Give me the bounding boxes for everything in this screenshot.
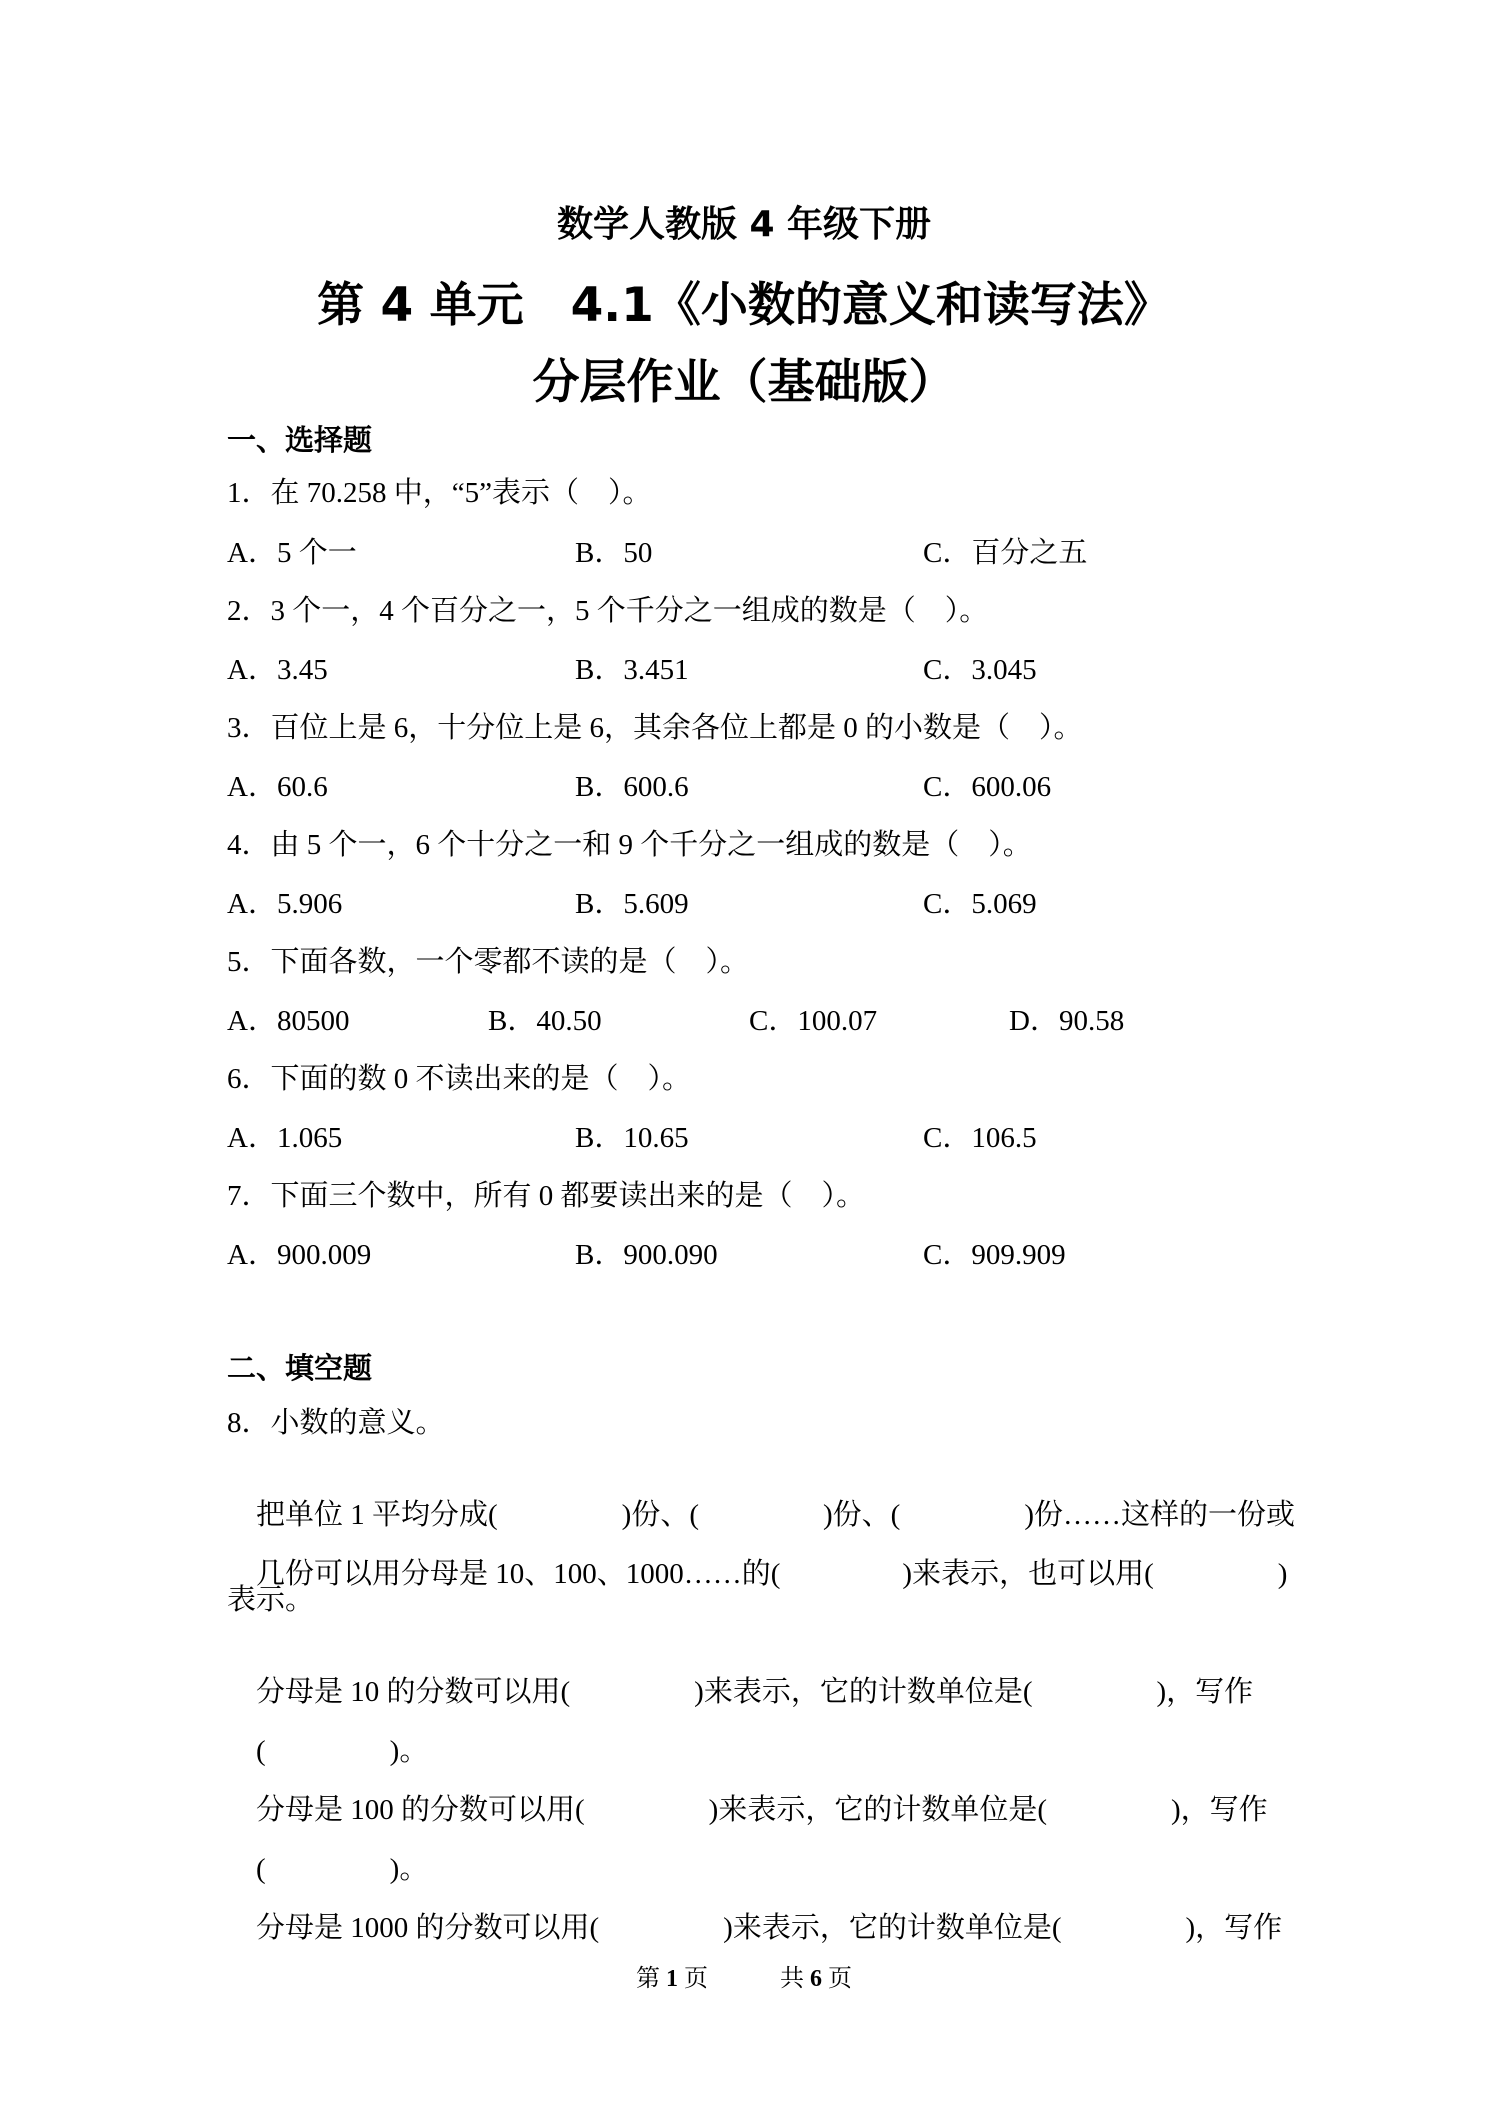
q6-option-b: B．10.65: [575, 1122, 689, 1154]
text: )来表示，也可以用(: [902, 1558, 1154, 1590]
section-heading-fill: 二、填空题: [227, 1351, 373, 1385]
title-grade: 数学人教版 4 年级下册: [556, 204, 932, 245]
q8-line-2: [227, 1518, 1287, 1625]
text: )来表示，它的计数单位是(: [723, 1912, 1062, 1944]
question-6: 6．下面的数 0 不读出来的是（ ）。: [227, 1063, 692, 1095]
text: 几份可以用分母是 10、100、1000……的(: [256, 1558, 781, 1590]
q2-option-b: B．3.451: [575, 654, 689, 686]
q2-option-a: A．3.45: [227, 654, 328, 686]
question-2: 2．3 个一，4 个百分之一，5 个千分之一组成的数是（ ）。: [227, 595, 989, 627]
q6-option-c: C．106.5: [923, 1122, 1037, 1154]
page-number: 1: [666, 1966, 678, 1992]
title-version: 分层作业（基础版）: [532, 355, 956, 410]
q1-option-c: C．百分之五: [923, 537, 1088, 569]
text: 分母是 1000 的分数可以用(: [256, 1912, 600, 1944]
text: )份、(: [621, 1499, 699, 1531]
q7-option-a: A．900.009: [227, 1239, 372, 1271]
question-3: 3．百位上是 6，十分位上是 6，其余各位上都是 0 的小数是（ ）。: [227, 712, 1083, 744]
page-total: 6: [810, 1966, 822, 1992]
text: (: [256, 1735, 266, 1767]
q5-option-b: B．40.50: [488, 1005, 602, 1037]
q5-option-d: D．90.58: [1009, 1005, 1125, 1037]
text: )份、(: [823, 1499, 901, 1531]
q3-option-a: A．60.6: [227, 771, 328, 803]
text: )来表示，它的计数单位是(: [694, 1676, 1033, 1708]
text: )，写作: [1171, 1794, 1268, 1826]
q4-option-b: B．5.609: [575, 888, 689, 920]
q4-option-a: A．5.906: [227, 888, 343, 920]
question-5: 5．下面各数，一个零都不读的是（ ）。: [227, 946, 750, 978]
title-unit: 第 4 单元 4.1《小数的意义和读写法》: [317, 278, 1171, 333]
question-4: 4．由 5 个一，6 个十分之一和 9 个千分之一组成的数是（ ）。: [227, 829, 1032, 861]
q5-option-c: C．100.07: [749, 1005, 878, 1037]
footer-text: 页: [822, 1966, 852, 1992]
q7-option-b: B．900.090: [575, 1239, 718, 1271]
footer-text: 页 共: [678, 1966, 810, 1992]
q3-option-b: B．600.6: [575, 771, 689, 803]
q1-option-b: B．50: [575, 537, 653, 569]
footer-text: 第: [636, 1966, 666, 1992]
text: )份……这样的一份或: [1024, 1499, 1295, 1531]
text: )，写作: [1185, 1912, 1283, 1944]
text: )。: [389, 1735, 429, 1767]
question-8: 8．小数的意义。: [227, 1407, 445, 1439]
question-1: 1．在 70.258 中，“5”表示（ ）。: [227, 477, 652, 509]
q4-option-c: C．5.069: [923, 888, 1037, 920]
text: ): [1277, 1558, 1288, 1590]
text: 把单位 1 平均分成(: [256, 1499, 498, 1531]
q5-option-a: A．80500: [227, 1005, 350, 1037]
text: (: [256, 1853, 266, 1885]
text: 分母是 10 的分数可以用(: [256, 1676, 571, 1708]
q6-option-a: A．1.065: [227, 1122, 343, 1154]
section-heading-choice: 一、选择题: [227, 423, 373, 457]
q7-option-c: C．909.909: [923, 1239, 1066, 1271]
q2-option-c: C．3.045: [923, 654, 1037, 686]
text: )来表示，它的计数单位是(: [708, 1794, 1047, 1826]
question-7: 7．下面三个数中，所有 0 都要读出来的是（ ）。: [227, 1180, 866, 1212]
page-footer: [0, 1958, 1488, 1993]
text: )。: [389, 1853, 429, 1885]
text: )，写作: [1156, 1676, 1254, 1708]
q8-line-3: 表示。: [227, 1584, 315, 1616]
text: 分母是 100 的分数可以用(: [256, 1794, 585, 1826]
q1-option-a: A．5 个一: [227, 537, 357, 569]
q3-option-c: C．600.06: [923, 771, 1052, 803]
